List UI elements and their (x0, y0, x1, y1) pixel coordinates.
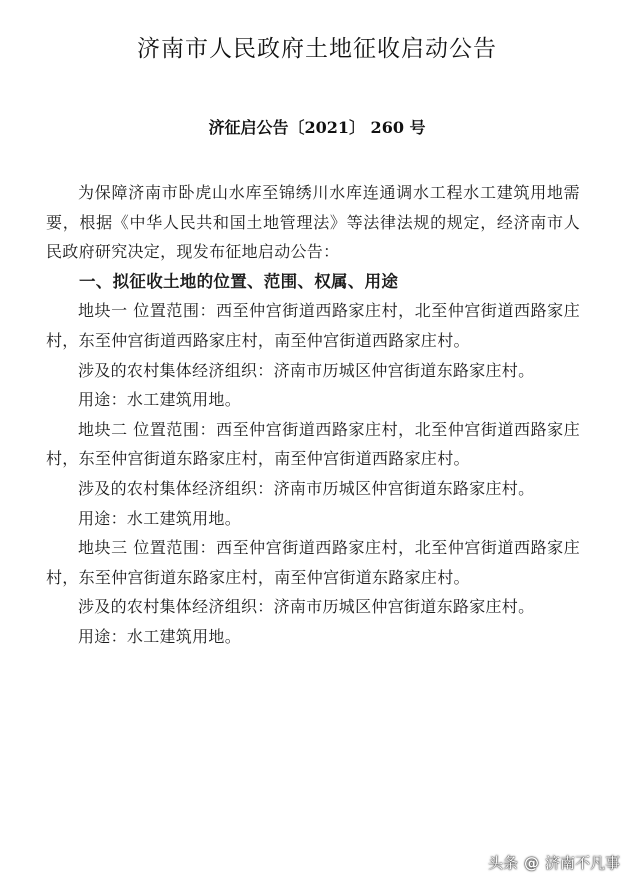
source-watermark (488, 852, 620, 873)
intro-paragraph: 为保障济南市卧虎山水库至锦绣川水库连通调水工程水工建筑用地需要，根据《中华人民共和国土地管理法》等法律法规的规定，经济南市人民政府研究决定，现发布征地启动公告： (46, 183, 580, 262)
plot-1-location: 地块一 位置范围：西至仲宫街道西路家庄村，北至仲宫街道西路家庄村，东至仲宫街道西路家庄村，南至仲宫街道西路家庄村。 (46, 301, 580, 350)
plot-1-use: 用途：水工建筑用地。 (78, 390, 242, 410)
watermark-account: 济南不凡事 (544, 854, 620, 872)
plot-1-organization: 涉及的农村集体经济组织：济南市历城区仲宫街道东路家庄村。 (78, 360, 535, 380)
plot-2-use: 用途：水工建筑用地。 (78, 508, 242, 528)
plot-2-location: 地块二 位置范围：西至仲宫街道西路家庄村，北至仲宫街道西路家庄村，东至仲宫街道东路家庄村，南至仲宫街道西路家庄村。 (46, 419, 580, 469)
plot-3-location: 地块三 位置范围：西至仲宫街道西路家庄村，北至仲宫街道西路家庄村，东至仲宫街道东路家庄村，南至仲宫街道东路家庄村。 (46, 538, 580, 587)
notice-body (46, 178, 580, 652)
watermark-at: @ (523, 853, 539, 872)
watermark-prefix: 头条 (487, 854, 518, 872)
plot-3-organization: 涉及的农村集体经济组织：济南市历城区仲宫街道东路家庄村。 (78, 597, 535, 617)
document-number: 济征启公告〔2021〕 260 号 (208, 118, 426, 137)
plot-2-organization: 涉及的农村集体经济组织：济南市历城区仲宫街道东路家庄村。 (78, 478, 535, 498)
section-heading: 一、拟征收土地的位置、范围、权属、用途 (79, 271, 399, 291)
plot-3-use: 用途：水工建筑用地。 (78, 626, 242, 646)
notice-title: 济南市人民政府土地征收启动公告 (137, 36, 497, 62)
